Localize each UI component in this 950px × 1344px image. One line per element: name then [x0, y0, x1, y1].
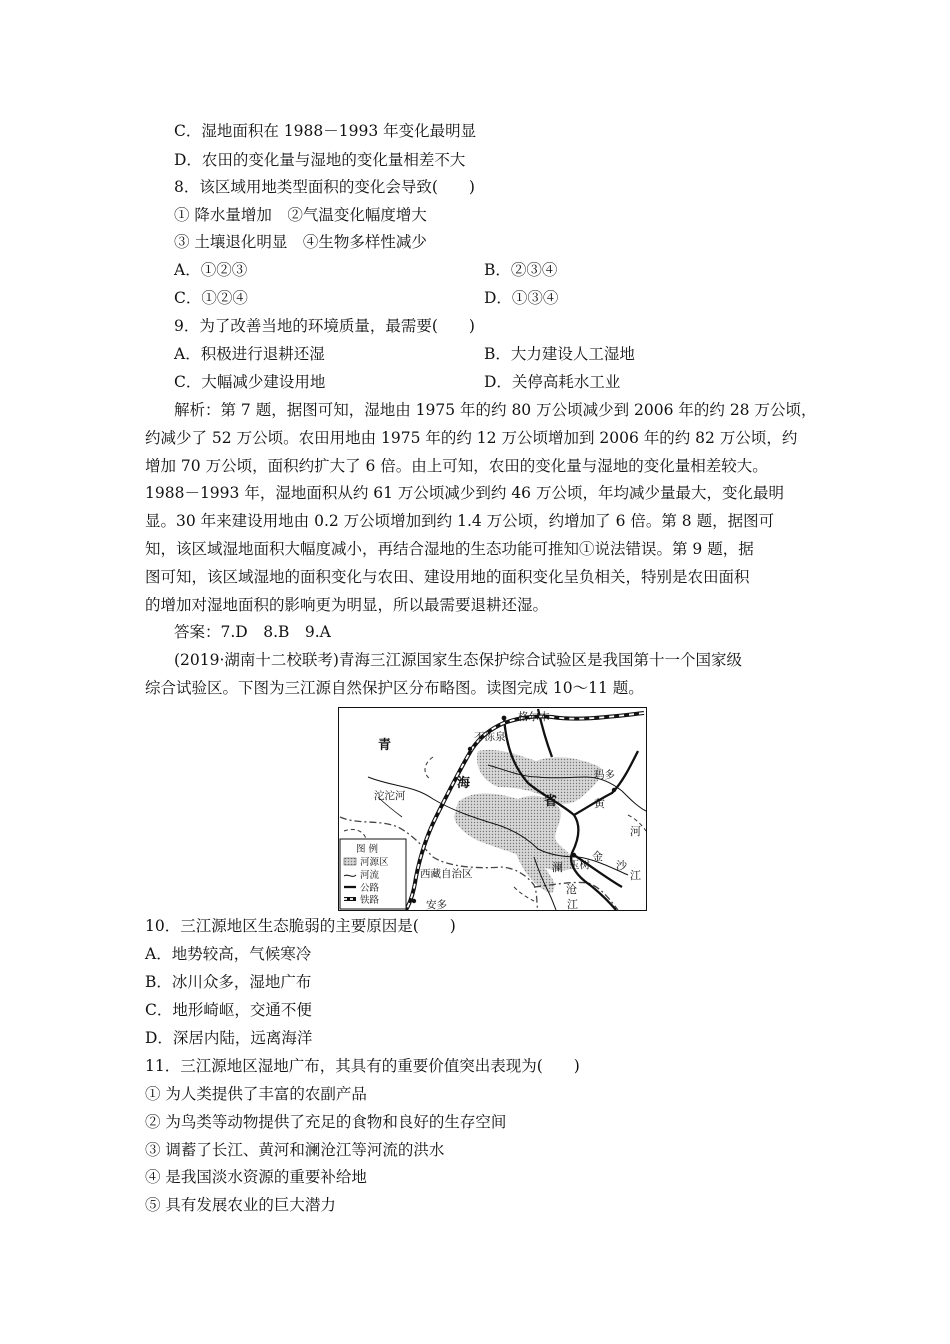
- label-yushu: 玉树: [569, 859, 590, 871]
- q8-items-line-1: ① 降水量增加 ②气温变化幅度增大: [174, 206, 427, 224]
- q8-option-a: A．①②③: [174, 261, 248, 279]
- analysis-line-5: 显。30 年来建设用地由 0.2 万公顷增加到约 1.4 万公顷，约增加了 6 倍。第 8 题，据图可: [145, 512, 775, 530]
- label-sheng: 省: [544, 794, 558, 809]
- label-budongquan: 不冻泉: [474, 731, 506, 743]
- label-jiang: 江: [630, 869, 641, 882]
- label-tuotuohe: 沱沱河: [374, 790, 406, 802]
- analysis-line-7: 图可知，该区域湿地的面积变化与农田、建设用地的面积变化呈负相关，特别是农田面积: [145, 568, 750, 586]
- q9-option-b: B．大力建设人工湿地: [484, 345, 635, 363]
- answer-line: 答案：7.D 8.B 9.A: [174, 623, 331, 641]
- q11-item-2: ② 为鸟类等动物提供了充足的食物和良好的生存空间: [145, 1113, 507, 1131]
- legend-label-source: 河源区: [360, 857, 389, 868]
- label-golmud: 格尔木: [518, 711, 550, 723]
- q8-stem: 8．该区域用地类型面积的变化会导致( ): [174, 178, 475, 196]
- q10-option-d: D．深居内陆，远离海洋: [145, 1029, 313, 1047]
- sanjiangyuan-map: [338, 707, 647, 911]
- label-qing: 青: [378, 738, 392, 753]
- town-dot-anduo: [412, 899, 416, 903]
- legend-label-road: 公路: [360, 883, 380, 894]
- town-dot-yushu: [572, 853, 576, 857]
- q9-stem: 9．为了改善当地的环境质量，最需要( ): [174, 317, 475, 335]
- town-dot-budongquan: [468, 747, 472, 751]
- legend-title: 图 例: [356, 844, 379, 855]
- label-jiang2: 江: [567, 898, 578, 911]
- analysis-line-2: 约减少了 52 万公顷。农田用地由 1975 年的约 12 万公顷增加到 2006 年的约 82 万公顷，约: [145, 429, 798, 447]
- label-he: 河: [630, 825, 641, 838]
- q9-option-c: C．大幅减少建设用地: [174, 373, 326, 391]
- q8-option-d: D．①③④: [484, 289, 559, 307]
- town-dot-maduo: [612, 788, 616, 792]
- q10-option-c: C．地形崎岖，交通不便: [145, 1001, 312, 1019]
- label-cang: 沧: [566, 883, 577, 896]
- intro-line-1: (2019·湖南十二校联考)青海三江源国家生态保护综合试验区是我国第十一个国家级: [174, 651, 742, 669]
- label-sha: 沙: [616, 859, 627, 872]
- analysis-line-3: 增加 70 万公顷，面积约扩大了 6 倍。由上可知，农田的变化量与湿地的变化量相差较大。: [145, 457, 768, 475]
- q8-option-c: C．①②④: [174, 289, 248, 307]
- legend-swatch-source: [344, 858, 356, 865]
- label-lan: 澜: [552, 861, 563, 874]
- q10-option-b: B．冰川众多，湿地广布: [145, 973, 312, 991]
- q8-option-b: B．②③④: [484, 261, 558, 279]
- q7-option-c: C．湿地面积在 1988－1993 年变化最明显: [174, 122, 477, 140]
- q9-option-a: A．积极进行退耕还湿: [174, 345, 325, 363]
- q10-stem: 10．三江源地区生态脆弱的主要原因是( ): [145, 917, 456, 935]
- analysis-line-8: 的增加对湿地面积的影响更为明显，所以最需要退耕还湿。: [145, 596, 549, 614]
- q11-item-3: ③ 调蓄了长江、黄河和澜沧江等河流的洪水: [145, 1141, 445, 1159]
- analysis-line-1: 解析：第 7 题，据图可知，湿地由 1975 年的约 80 万公顷减少到 2006 年的约 28 万公顷，: [174, 401, 817, 419]
- legend-label-river: 河流: [360, 870, 380, 881]
- label-maduo: 玛多: [594, 769, 615, 781]
- q11-item-1: ① 为人类提供了丰富的农副产品: [145, 1085, 367, 1103]
- label-hai: 海: [457, 776, 471, 791]
- q11-item-4: ④ 是我国淡水资源的重要补给地: [145, 1168, 367, 1186]
- q11-stem: 11．三江源地区湿地广布，其具有的重要价值突出表现为( ): [145, 1057, 580, 1075]
- analysis-line-4: 1988－1993 年，湿地面积从约 61 万公顷减少到约 46 万公顷，年均减少量最大，变化最明: [145, 484, 784, 502]
- label-xizang: 西藏自治区: [420, 868, 473, 880]
- analysis-line-6: 知，该区域湿地面积大幅度减小，再结合湿地的生态功能可推知①说法错误。第 9 题，据: [145, 540, 754, 558]
- label-jin: 金: [592, 850, 603, 863]
- label-anduo: 安多: [426, 899, 447, 911]
- q7-option-d: D．农田的变化量与湿地的变化量相差不大: [174, 151, 466, 169]
- q10-option-a: A．地势较高，气候寒冷: [145, 945, 312, 963]
- q8-items-line-2: ③ 土壤退化明显 ④生物多样性减少: [174, 233, 427, 251]
- town-dot-golmud: [502, 716, 507, 721]
- q9-option-d: D．关停高耗水工业: [484, 373, 621, 391]
- intro-line-2: 综合试验区。下图为三江源自然保护区分布略图。读图完成 10～11 题。: [145, 679, 644, 697]
- q11-item-5: ⑤ 具有发展农业的巨大潜力: [145, 1196, 336, 1214]
- label-huang: 黄: [594, 797, 605, 810]
- legend-label-rail: 铁路: [360, 895, 380, 906]
